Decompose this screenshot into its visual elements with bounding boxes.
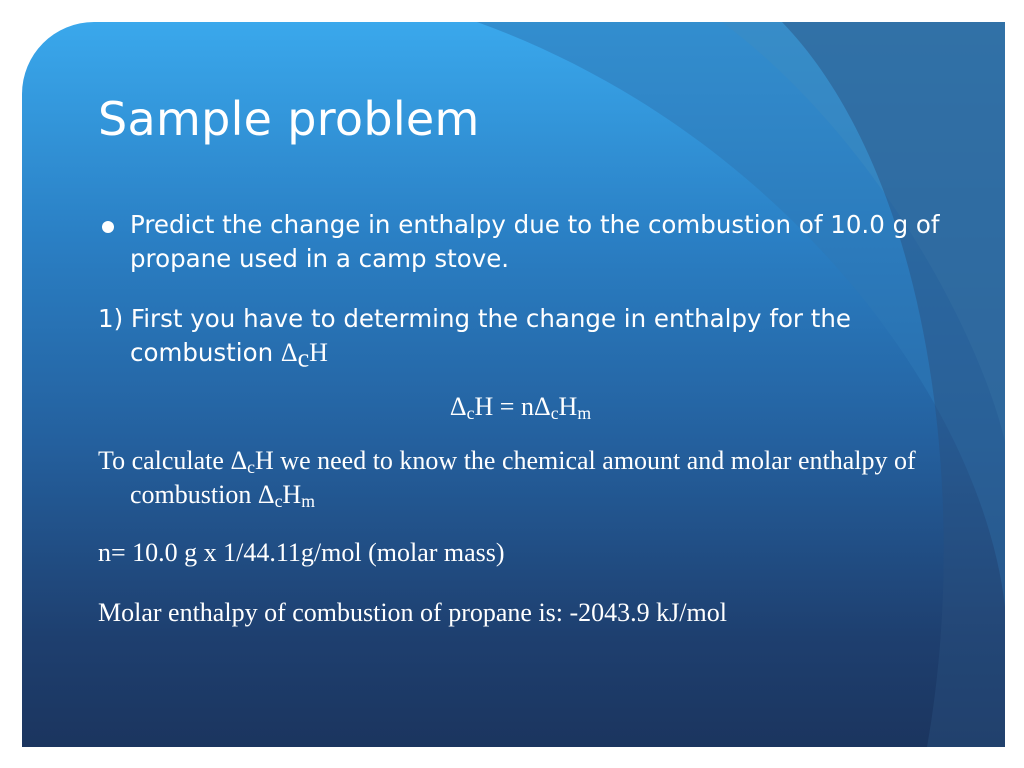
enthalpy-h: H bbox=[558, 392, 578, 421]
enthalpy-h: H bbox=[309, 338, 328, 367]
slide-body bbox=[98, 208, 943, 630]
calculate-intro: To calculate bbox=[98, 446, 231, 475]
step-one-label: 1) First you have to determing the change in enthalpy for the combustion bbox=[98, 304, 852, 367]
equation-lhs: H = n bbox=[474, 392, 534, 421]
enthalpy-equation bbox=[98, 390, 943, 424]
slide bbox=[22, 22, 1005, 747]
delta-symbol: Δ bbox=[257, 480, 275, 509]
subscript-m: m bbox=[301, 490, 315, 511]
calculate-body: H we need to know the chemical amount and molar enthalpy of combustion bbox=[130, 446, 916, 509]
subscript-c: c bbox=[274, 490, 283, 511]
delta-symbol: Δ bbox=[230, 446, 248, 475]
subscript-c: c bbox=[466, 402, 475, 423]
enthalpy-h: H bbox=[282, 480, 302, 509]
subscript-c: c bbox=[247, 456, 256, 477]
bullet-text: Predict the change in enthalpy due to the combustion of 10.0 g of propane used in a camp stove. bbox=[130, 210, 940, 273]
bullet-dot-icon bbox=[102, 221, 114, 233]
moles-calculation: n= 10.0 g x 1/44.11g/mol (molar mass) bbox=[98, 538, 505, 567]
delta-symbol: Δ bbox=[280, 338, 298, 367]
subscript-c: c bbox=[297, 343, 310, 373]
molar-enthalpy-text: Molar enthalpy of combustion of propane is: -2043.9 kJ/mol bbox=[98, 598, 727, 627]
subscript-c: c bbox=[550, 402, 559, 423]
delta-symbol: Δ bbox=[533, 392, 551, 421]
bullet-item bbox=[98, 208, 943, 276]
delta-symbol: Δ bbox=[449, 392, 467, 421]
subscript-m: m bbox=[577, 402, 592, 423]
slide-title: Sample problem bbox=[98, 92, 480, 146]
calculate-text bbox=[98, 444, 943, 512]
step-one-text bbox=[98, 302, 943, 373]
